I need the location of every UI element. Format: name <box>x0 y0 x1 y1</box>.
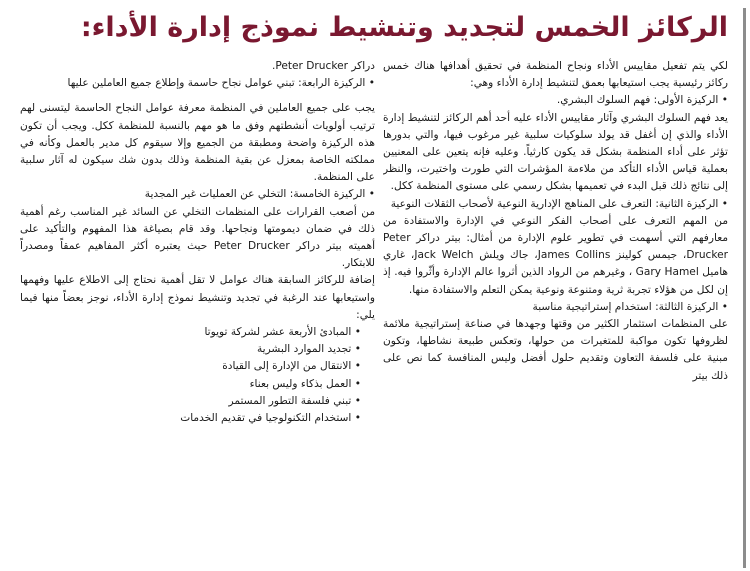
list-item: • استخدام التكنولوجيا في تقديم الخدمات <box>180 412 361 425</box>
page-edge-rule <box>743 8 746 568</box>
spacer <box>20 92 375 100</box>
pillar-2-heading: • الركيزة الثانية: التعرف على المناهج الإدارية النوعية لأصحاب الثقلات النوعية <box>390 197 728 210</box>
pillar-5-paragraph: من أصعب القرارات على المنظمات التخلي عن السائد غير المناسب رغم أهمية ذلك في ضمان ديمومتها ونجاحها. وقد قام بصياغة هذا المفهوم والتأكيد على أهميته بيتر دراكر Peter Drucker حيث يعتبره أكثر المفاهيم عمقاً ومصدراً للابتكار. <box>20 205 375 270</box>
pillar-4-heading: • الركيزة الرابعة: تبني عوامل نجاح حاسمة وإطلاع جميع العاملين عليها <box>67 77 375 90</box>
list-item: • المبادئ الأربعة عشر لشركة تويوتا <box>204 326 361 339</box>
additional-factors-paragraph: إضافة للركائز السابقة هناك عوامل لا تقل أهمية نحتاج إلى الاطلاع عليها وفهمها واستيعابها عند الرغبة في تجديد وتنشيط نموذج إدارة الأداء، نوجز بعضاً منها فيما يلي: <box>20 274 375 321</box>
list-item: • تبني فلسفة التطور المستمر <box>228 394 361 407</box>
pillar-4-paragraph: يجب على جميع العاملين في المنظمة معرفة عوامل النجاح الحاسمة ليتسنى لهم ترتيب أولويات أنشطتهم وفق ما هو مهم بالنسبة للمنظمة ككل. ويجب أن تكون هذه الركيزة واضحة ومطبقة من الجميع وإلا سيقوم كل مدير بالعمل وكأنه في مملكته الخاصة بمعزل عن بقية المنظمة وذلك بدون شك سيكون له آثار سلبية على المنظمة. <box>20 102 375 184</box>
list-item: • العمل بذكاء وليس بعناء <box>249 377 361 390</box>
left-column <box>20 58 375 568</box>
article-title: الركائز الخمس لتجديد وتنشيط نموذج إدارة الأداء: <box>80 12 728 43</box>
list-item: • الانتقال من الإدارة إلى القيادة <box>222 360 361 373</box>
list-item: • تجديد الموارد البشرية <box>256 343 361 356</box>
pillar-3-heading: • الركيزة الثالثة: استخدام إستراتيجية مناسبة <box>532 300 728 313</box>
pillar-3-paragraph: على المنظمات استثمار الكثير من وقتها وجهدها في صناعة إستراتيجية ملائمة لظروفها تكون مواكبة للمتغيرات من حولها، وتعكس طبيعة نشاطها، وتكون مبنية على فلسفة التعاون وتقديم حلول أفضل وليس المنافسة كما نص على ذلك بيتر <box>383 318 728 382</box>
right-column <box>383 58 728 568</box>
intro-paragraph: لكي يتم تفعيل مقاييس الأداء ونجاح المنظمة في تحقيق أهدافها هناك خمس ركائز رئيسية يجب استيعابها بعمق لتنشيط إدارة الأداء وهي: <box>383 60 728 90</box>
pillar-1-paragraph: يعد فهم السلوك البشري وآثار مقاييس الأداء عليه أحد أهم الركائز لتنشيط إدارة الأداء والذي إن أغفل قد يولد سلوكيات سلبية غير مرغوب فيها، والتي بدورها تؤثر على أداء المنظمة بشكل قد يكون كارثياً. وعليه فإنه يتعين على المعنيين بعملية قياس الأداء التأكد من ملاءمة المؤشرات التي طورت واختيرت، والنظر إلى نتائج ذلك قبل البدء في تعميمها بشكل رسمي على مستوى المنظمة ككل. <box>383 111 728 193</box>
pillar-5-heading: • الركيزة الخامسة: التخلي عن العمليات غير المجدية <box>144 188 375 201</box>
pillar-1-heading: • الركيزة الأولى: فهم السلوك البشري. <box>556 94 728 107</box>
pillar-2-paragraph: من المهم التعرف على أصحاب الفكر النوعي في الإدارة والاستفادة من معارفهم التي أسهمت في تطوير علوم الإدارة من أمثال: بيتر دراكر Peter Drucker، جيمس كولينز James Collins، جاك ويلش Jack Welch، غاري هاميل Gary Hamel ، وغيرهم من الرواد الذين أثروا عالم الإدارة وأثّروا فيه. إذ إن لكل من هؤلاء تجربة ثرية ومتنوعة ونوعية يمكن التعلم والاستفادة منها. <box>383 214 728 296</box>
continued-text: دراكر Peter Drucker. <box>271 60 375 72</box>
